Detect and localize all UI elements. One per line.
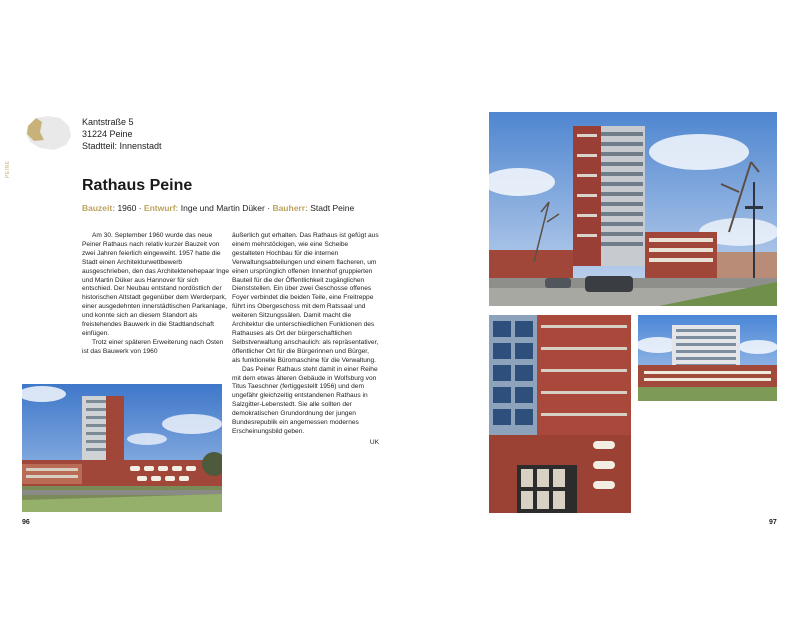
postal-city: 31224 Peine	[82, 129, 133, 139]
district-map-icon	[22, 110, 74, 152]
paragraph: Trotz einer späteren Erweiterung nach Osten ist das Bauwerk von 1960	[82, 338, 224, 355]
bauzeit-label: Bauzeit:	[82, 203, 116, 213]
paragraph: äußerlich gut erhalten. Das Rathaus ist gefügt aus einem mehrstöckigen, wie eine Scheibe gestalteten Hochbau für die internen Verwaltungsabteilungen und einem flacheren, um einen ursprünglich offenen Innenhof gruppierten Bauteil für die der Öffentlichkeit zugänglichen Dienststellen. Ein über zwei Geschosse offenes Foyer verbindet die beiden Teile, eine Freitreppe führt ins Obergeschoss mit dem Ratssaal und weiteren Sitzungssälen. Damit macht die Architektur die unterschiedlichen Funktionen des Rathauses als Ort der bürgerschaftlichen Selbstverwaltung anschaulich: als repräsentativer, öffentlicher Ort für die Bürgerinnen und Bürger, als funktionelle Büromaschine für die Verwaltung.	[232, 232, 379, 364]
text-column-2	[232, 232, 379, 448]
page-number-left: 96	[22, 519, 30, 526]
page-title: Rathaus Peine	[82, 177, 193, 194]
photo-facade-detail	[489, 315, 631, 513]
page-number-right: 97	[769, 519, 777, 526]
photo-town-hall-exterior	[22, 384, 222, 512]
meta-separator: ·	[136, 203, 144, 213]
meta-separator: ·	[264, 203, 273, 213]
address-block	[82, 116, 162, 152]
photo-town-hall-distant	[638, 315, 777, 401]
bauherr-value: Stadt Peine	[310, 203, 355, 213]
street: Kantstraße 5	[82, 117, 134, 127]
entwurf-label: Entwurf:	[143, 203, 179, 213]
photo-high-rise-street-view	[489, 112, 777, 306]
entwurf-value: Inge und Martin Düker	[180, 203, 265, 213]
bauzeit-value: 1960	[117, 203, 137, 213]
paragraph: Am 30. September 1960 wurde das neue Peiner Rathaus nach relativ kurzer Bauzeit von zwei Jahren feierlich eingeweiht. 1957 hatte die Stadt einen Architekturwettbewerb ausgeschrieben, den das Architektenehepaar Inge und Martin Düker aus Hannover für sich entschied. Der Neubau entstand nordöstlich der historischen Altstadt gegenüber dem Werderpark, einer ausgedehnten innerstädtischen Parkanlage, und konnte sich an diesem Standort als freistehendes Bauwerk in die Stadtlandschaft einfügen.	[82, 232, 229, 337]
district: Stadtteil: Innenstadt	[82, 141, 162, 151]
building-meta	[82, 203, 354, 213]
bauherr-label: Bauherr:	[272, 203, 308, 213]
right-page	[400, 0, 800, 640]
author-initials: UK	[369, 438, 379, 446]
section-tab: PEINE	[5, 160, 11, 178]
paragraph: Das Peiner Rathaus steht damit in einer Reihe mit dem etwas älteren Gebäude in Wolfsburg von Titus Taeschner (fertiggestellt 1956) und dem ungefähr gleichzeitig entstandenen Rathaus in Salzgitter-Lebenstedt. Sie alle sollten der demokratischen Grundordnung der jungen Bundesrepublik ein angemessen modernes Erscheinungsbild geben.	[232, 365, 378, 435]
text-column-1	[82, 232, 229, 380]
